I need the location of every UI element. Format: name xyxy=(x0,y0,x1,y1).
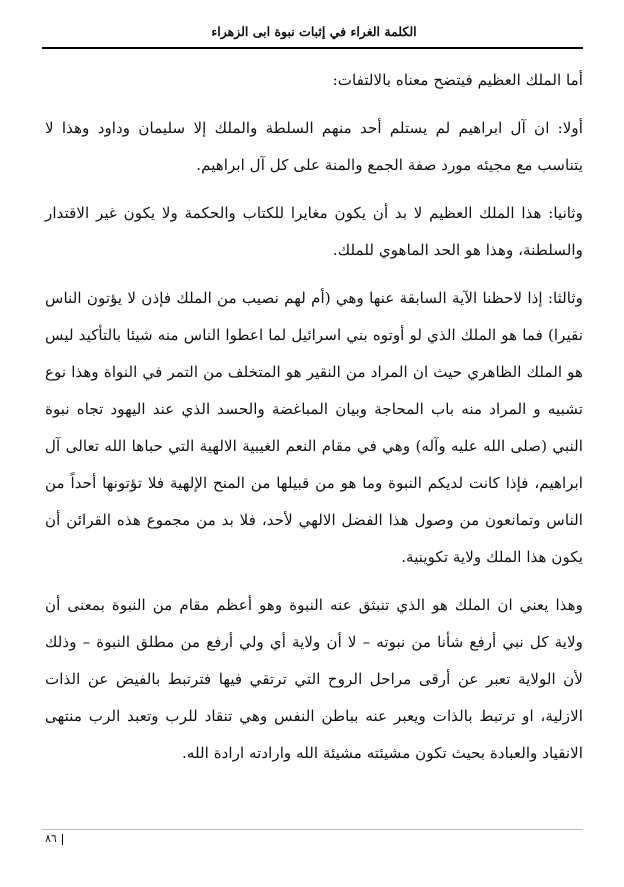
page-footer xyxy=(45,832,63,846)
footer-divider xyxy=(42,829,583,830)
running-header-title: الكلمة الغراء في إثبات نبوة ابى الزهراء xyxy=(211,24,417,39)
paragraph-conclusion: وهذا يعني ان الملك هو الذي تنبثق عنه النبوة وهو أعظم مقام من النبوة بمعنى أن ولاية كل نبي أرفع شأنا من نبوته – لا أن ولاية أي ولي أرفع من مطلق النبوة – وذلك لأن الولاية تعبر عن أرقى مراحل الروح التي ترتقي فيها فترتبط بالفيض عن الذات الازلية، او ترتبط بالذات ويعبر عنه بباطن النفس وهي تنقاد للرب وتعبد الرب منتهى الانقياد والعبادة بحيث تكون مشيئته مشيئة الله وارادته ارادة الله. xyxy=(45,596,583,762)
header-divider xyxy=(42,47,583,49)
body-text xyxy=(45,62,583,783)
paragraph-second-point: وثانيا: هذا الملك العظيم لا بد أن يكون مغايرا للكتاب والحكمة ولا يكون غير الاقتدار والسلطنة، وهذا هو الحد الماهوي للملك. xyxy=(45,204,583,259)
page-number: ٨٦ xyxy=(45,832,57,845)
page-number-separator xyxy=(62,834,64,845)
paragraph-third-point: وثالثا: إذا لاحظنا الآية السابقة عنها وهي (أم لهم نصيب من الملك فإذن لا يؤتون الناس نقيرا) فما هو الملك الذي لو أوتوه بني اسرائيل لما اعطوا الناس منه شيئا بالتأكيد ليس هو الملك الظاهري حيث ان المراد من النقير هو المتخلف من التمر في النواة وهذا نوع تشبيه و المراد منه باب المحاجة وبيان المباغضة والحسد الذي عند اليهود تجاه نبوة النبي (صلى الله عليه وآله) وهي في مقام النعم الغيبية الالهية التي حباها الله تعالى آل ابراهيم، فإذا كانت لديكم النبوة وما هو من قبيلها من المنح الإلهية فلا تؤتونها أحداً من الناس وتمانعون من وصول هذا الفضل الالهي لأحد، فلا بد من مجموع هذه القرائن أن يكون هذا الملك ولاية تكوينية. xyxy=(45,289,583,566)
paragraph-intro: أما الملك العظيم فيتضح معناه بالالتفات: xyxy=(332,71,583,89)
paragraph-first-point: أولا: ان آل ابراهيم لم يستلم أحد منهم السلطة والملك إلا سليمان وداود وهذا لا يتناسب مع مجيئه مورد صفة الجمع والمنة على كل آل ابراهيم. xyxy=(45,119,583,174)
